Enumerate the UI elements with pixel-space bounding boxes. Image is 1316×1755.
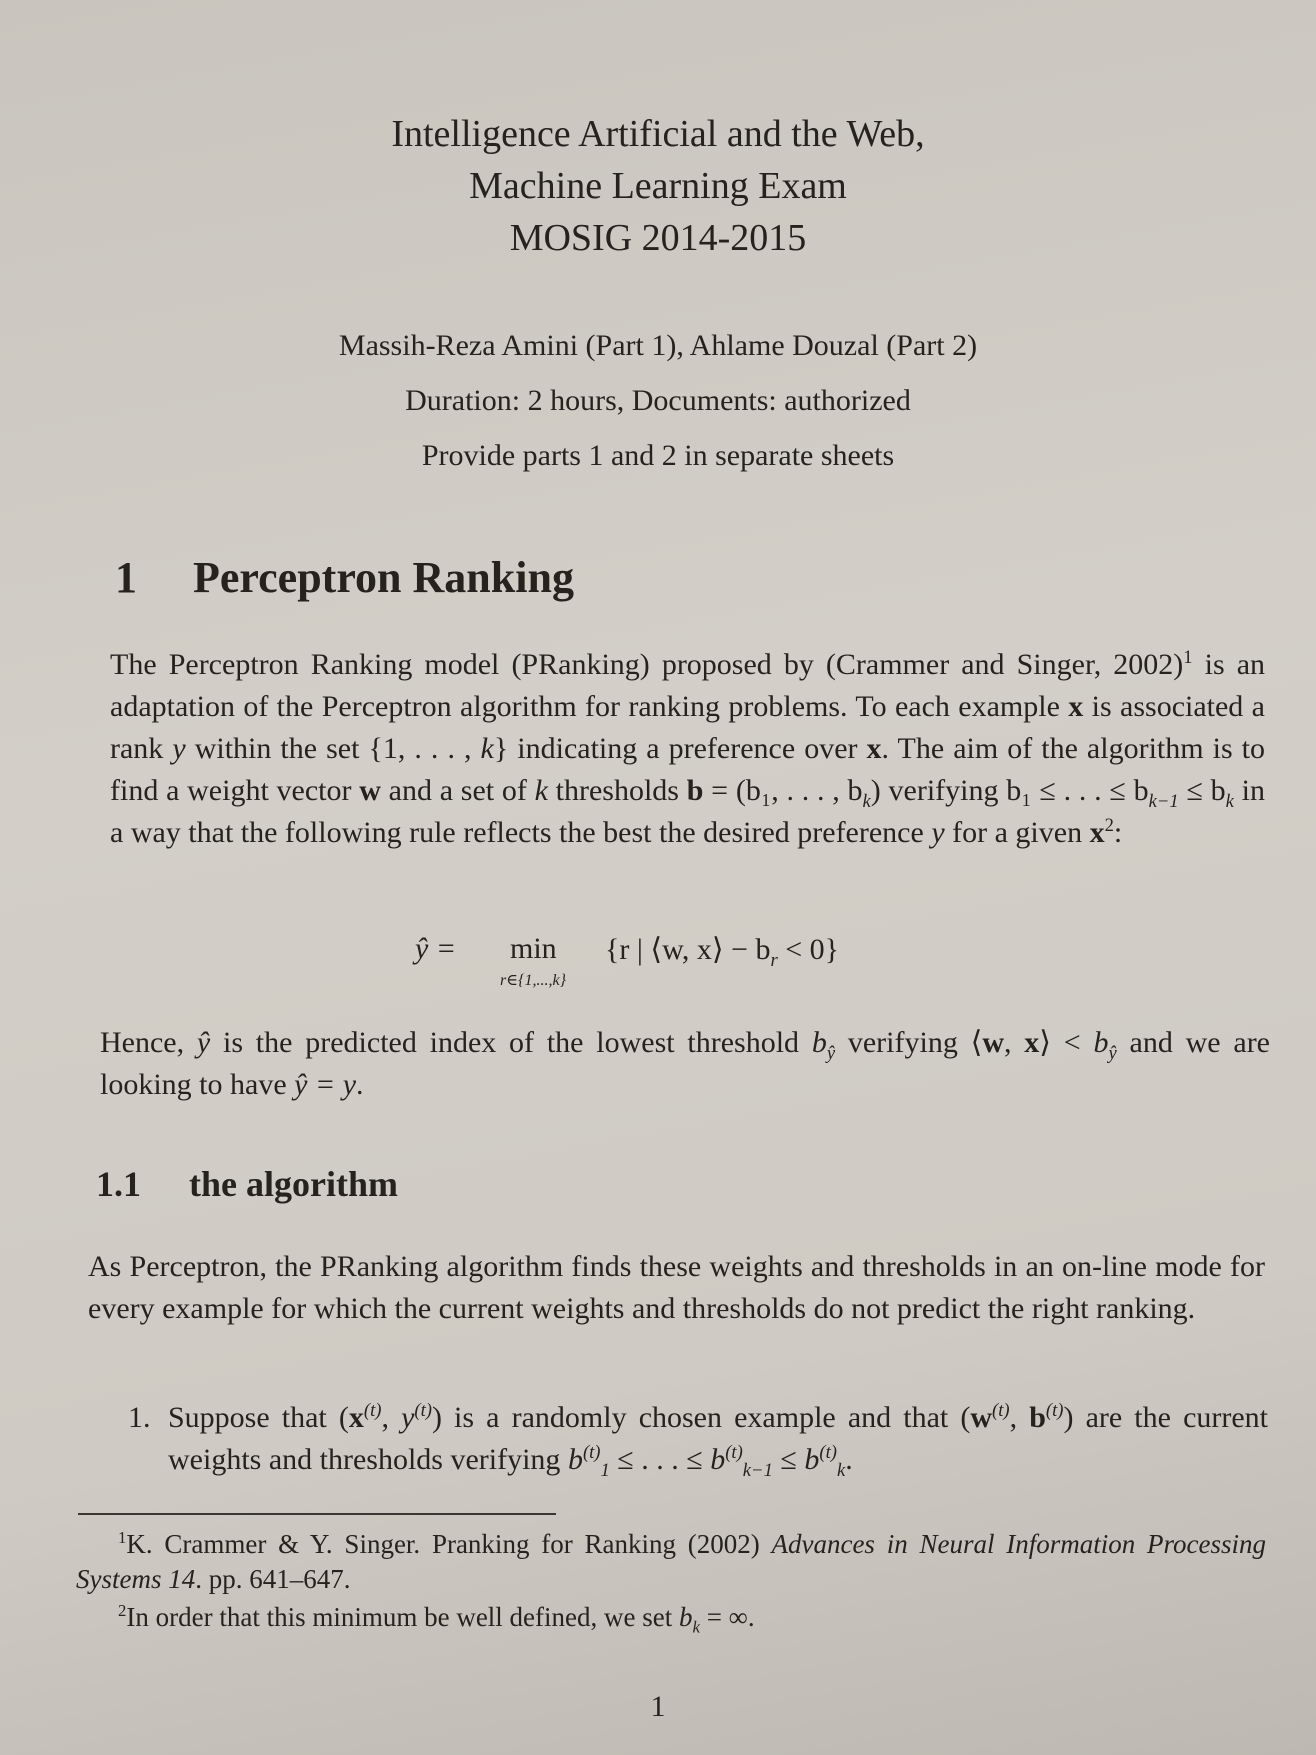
math-b: b (686, 774, 704, 807)
intro-text: is associated a rank (110, 690, 1265, 765)
footnote-2-text: In order that this minimum be well defined, we set (126, 1602, 679, 1632)
equation-body-end: < 0} (777, 933, 840, 966)
prediction-equation (415, 932, 1015, 1002)
equation-body (605, 932, 840, 971)
intro-text: is an adaptation of the Perceptron algorithm for ranking problems. To each example (110, 648, 1266, 723)
math-x: x (348, 1401, 364, 1434)
intro-text: thresholds (547, 774, 687, 807)
subsection-title: the algorithm (189, 1164, 398, 1204)
math-sub: 1 (600, 1460, 610, 1481)
math-sub: k−1 (742, 1460, 773, 1481)
math-k: k (480, 732, 494, 765)
footnote-mark-1: 1 (118, 1528, 127, 1547)
duration-line: Duration: 2 hours, Documents: authorized (405, 384, 911, 417)
math-b: b (804, 1443, 820, 1476)
math-sub: k (692, 1617, 700, 1637)
equation-min: min (510, 932, 557, 965)
subsection-heading (96, 1163, 398, 1205)
math-yhat-eq-y: ŷ = y (294, 1068, 357, 1101)
exam-meta (0, 318, 1316, 483)
list-item-text (168, 1397, 1268, 1481)
exam-title (0, 108, 1316, 264)
page-number: 1 (650, 1690, 666, 1723)
list-text: ≤ (772, 1443, 805, 1476)
math-b: b (710, 1443, 726, 1476)
math-b: b (567, 1443, 583, 1476)
section-number: 1 (115, 553, 137, 602)
section-heading (115, 552, 574, 603)
section-title: Perceptron Ranking (193, 553, 574, 602)
intro-text: for a given (944, 816, 1090, 849)
footnote-mark-2: 2 (118, 1601, 127, 1620)
footnote-ref-2: 2 (1104, 815, 1114, 836)
math-sup: (t) (819, 1442, 837, 1463)
hence-text: is the predicted index of the lowest threshold (210, 1026, 812, 1059)
authors-line: Massih-Reza Amini (Part 1), Ahlame Douzal (Part 2) (338, 329, 978, 362)
equation-lhs: ŷ = (415, 932, 457, 965)
math-yhat: ŷ (196, 1026, 211, 1059)
intro-text: ) verifying b₁ ≤ . . . ≤ b (870, 774, 1149, 807)
math-sub: ŷ (826, 1043, 836, 1064)
math-sup: (t) (725, 1442, 743, 1463)
math-b: b (1029, 1401, 1046, 1434)
intro-text: The Perceptron Ranking model (PRanking) proposed by (Crammer and Singer, 2002) (110, 648, 1184, 681)
math-y: y (401, 1401, 415, 1434)
list-text: . (845, 1443, 853, 1476)
footnote-2-end: = ∞. (699, 1602, 755, 1632)
equation-sub-r: r (770, 950, 778, 971)
math-x: x (1068, 690, 1084, 723)
footnote-1-end: . pp. 641–647. (195, 1564, 351, 1594)
math-sup: (t) (414, 1400, 432, 1421)
math-x: x (1089, 816, 1105, 849)
math-sup: (t) (363, 1400, 382, 1421)
algorithm-paragraph: As Perceptron, the PRanking algorithm finds these weights and thresholds in an on-line mode for every example for which the current weights and thresholds do not predict the right ranking. (88, 1250, 1265, 1325)
math-w: w (970, 1401, 993, 1434)
footnote-1-text: K. Crammer & Y. Singer. Pranking for Ranking (2002) (126, 1529, 772, 1559)
hence-text: . (356, 1068, 364, 1101)
math-x: x (1024, 1026, 1040, 1059)
math-x: x (866, 732, 882, 765)
math-b: b (1093, 1026, 1109, 1059)
footnote-ref-1: 1 (1183, 647, 1193, 668)
math-sub: k (1225, 791, 1234, 812)
instructions-line: Provide parts 1 and 2 in separate sheets (421, 439, 895, 472)
footnote-1-journal: Advances in Neural Information Processing Systems 14 (76, 1529, 1266, 1594)
math-y: y (931, 816, 945, 849)
intro-text: : (1113, 816, 1123, 849)
intro-text: and a set of (380, 774, 535, 807)
intro-text: = (b₁, . . . , b (703, 774, 863, 807)
intro-text: . The aim of the algorithm is to find a weight vector (110, 732, 1265, 807)
intro-text: in a way that the following rule reflects the best the desired preference (110, 774, 1266, 849)
list-text: ) is a randomly chosen example and that ( (431, 1401, 971, 1434)
title-line-3: MOSIG 2014-2015 (509, 217, 807, 259)
math-sup: (t) (992, 1400, 1010, 1421)
title-line-2: Machine Learning Exam (469, 165, 847, 207)
math-sup: (t) (1045, 1400, 1064, 1421)
math-b: b (679, 1602, 693, 1632)
list-marker: 1. (128, 1401, 151, 1434)
footnote-rule (78, 1513, 556, 1515)
hence-text: verifying ⟨ (835, 1026, 983, 1059)
footnote-1 (76, 1527, 1266, 1597)
subsection-number: 1.1 (96, 1164, 141, 1204)
hence-text: ⟩ < (1039, 1026, 1094, 1059)
hence-text: , (1003, 1026, 1025, 1059)
equation-under: r∈{1,...,k} (500, 972, 566, 989)
list-text: ≤ . . . ≤ (609, 1443, 711, 1476)
list-item (128, 1397, 1268, 1481)
title-line-1: Intelligence Artificial and the Web, (391, 113, 925, 155)
math-sub: ŷ (1108, 1043, 1117, 1064)
math-sup: (t) (582, 1442, 601, 1463)
list-text: , (381, 1401, 402, 1434)
math-y: y (172, 732, 186, 765)
list-text: Suppose that ( (168, 1401, 349, 1434)
math-k: k (534, 774, 548, 807)
math-w: w (359, 774, 381, 807)
list-text: , (1009, 1401, 1030, 1434)
intro-text: } indicating a preference over (493, 732, 867, 765)
intro-paragraph (110, 644, 1265, 854)
intro-text: within the set {1, . . . , (185, 732, 481, 765)
math-sub: k (862, 791, 871, 812)
hence-paragraph (100, 1022, 1270, 1106)
math-sub: k (836, 1460, 846, 1481)
math-sub: k−1 (1148, 791, 1179, 812)
math-b: b (811, 1026, 827, 1059)
intro-text: ≤ b (1178, 774, 1226, 807)
footnote-2 (118, 1600, 1268, 1635)
equation-body-text: {r | ⟨w, x⟩ − b (605, 933, 771, 966)
hence-text: Hence, (100, 1026, 197, 1059)
list-text: ) are the current weights and thresholds verifying (168, 1401, 1269, 1476)
math-w: w (982, 1026, 1004, 1059)
hence-text: and we are looking to have (100, 1026, 1270, 1101)
